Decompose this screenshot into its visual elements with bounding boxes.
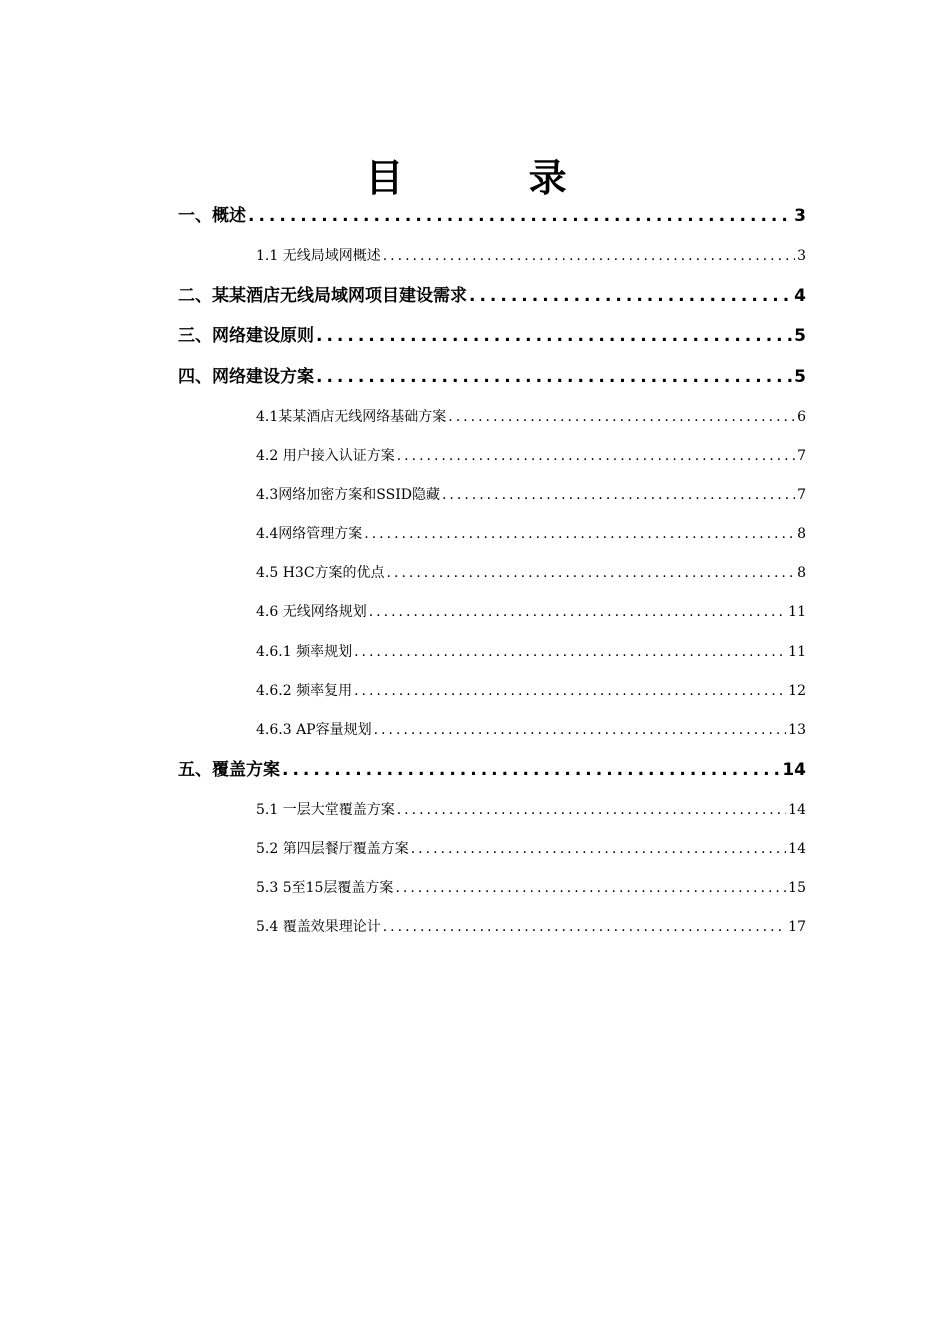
toc-dot-leader: [316, 324, 792, 348]
toc-entry-page: 11: [788, 604, 806, 620]
toc-entry-page: 5: [794, 326, 806, 346]
toc-entry[interactable]: [256, 837, 806, 861]
toc-entry-page: 3: [794, 206, 806, 226]
toc-entry-page: 8: [797, 565, 806, 581]
toc-entry[interactable]: [256, 561, 806, 585]
toc-entry-page: 14: [788, 841, 806, 857]
toc-entry-label: 三、网络建设原则: [178, 326, 314, 346]
toc-entry[interactable]: [256, 640, 806, 664]
toc-dot-leader: [383, 244, 795, 268]
toc-dot-leader: [282, 758, 780, 782]
toc-dot-leader: [374, 718, 787, 742]
toc-entry[interactable]: [256, 483, 806, 507]
toc-entry[interactable]: [178, 758, 806, 782]
toc-entry-label: 4.6.1 频率规划: [256, 644, 353, 660]
toc-entry[interactable]: [178, 204, 806, 228]
toc-entry-page: 7: [797, 487, 806, 503]
toc-entry-label: 4.6.2 频率复用: [256, 683, 353, 699]
toc-entry[interactable]: [178, 284, 806, 308]
toc-dot-leader: [354, 679, 786, 703]
toc-entry-page: 12: [788, 683, 806, 699]
toc-entry-page: 6: [797, 409, 806, 425]
toc-entry-label: 一、概述: [178, 206, 246, 226]
toc-title: 目 录: [365, 156, 623, 201]
toc-entry-label: 四、网络建设方案: [178, 367, 314, 387]
toc-entry-page: 3: [797, 248, 806, 264]
toc-entry-label: 5.4 覆盖效果理论计: [256, 919, 381, 935]
toc-entry-page: 14: [782, 760, 806, 780]
toc-entry-page: 15: [788, 880, 806, 896]
toc-entry[interactable]: [256, 798, 806, 822]
toc-dot-leader: [448, 405, 795, 429]
toc-dot-leader: [469, 284, 792, 308]
toc-entry[interactable]: [256, 244, 806, 268]
toc-entry[interactable]: [256, 679, 806, 703]
toc-entry-page: 17: [788, 919, 806, 935]
toc-entry[interactable]: [256, 876, 806, 900]
toc-entry-label: 4.6.3 AP容量规划: [256, 722, 372, 738]
toc-dot-leader: [383, 915, 786, 939]
toc-entry-page: 11: [788, 644, 806, 660]
toc-entry-page: 5: [794, 367, 806, 387]
toc-entry[interactable]: [256, 405, 806, 429]
toc-entry-label: 二、某某酒店无线局域网项目建设需求: [178, 286, 467, 306]
toc-entry-page: 8: [797, 526, 806, 542]
toc-entry[interactable]: [178, 365, 806, 389]
toc-entry[interactable]: [256, 600, 806, 624]
toc-entry-label: 五、覆盖方案: [178, 760, 280, 780]
toc-entry-label: 4.4网络管理方案: [256, 526, 363, 542]
toc-entry-label: 4.3网络加密方案和SSID隐藏: [256, 487, 440, 503]
toc-dot-leader: [411, 837, 786, 861]
toc-entry-page: 7: [797, 448, 806, 464]
toc-entry[interactable]: [256, 718, 806, 742]
toc-dot-leader: [316, 365, 792, 389]
toc-dot-leader: [442, 483, 795, 507]
toc-dot-leader: [248, 204, 792, 228]
toc-entry-page: 13: [788, 722, 806, 738]
toc-entry[interactable]: [256, 915, 806, 939]
toc-entry-label: 5.3 5至15层覆盖方案: [256, 880, 394, 896]
toc-dot-leader: [387, 561, 796, 585]
toc-entry-label: 4.6 无线网络规划: [256, 604, 367, 620]
toc-dot-leader: [354, 640, 786, 664]
toc-entry-page: 4: [794, 286, 806, 306]
toc-entry-label: 4.1某某酒店无线网络基础方案: [256, 409, 447, 425]
toc-dot-leader: [364, 522, 795, 546]
toc-entry-label: 1.1 无线局域网概述: [256, 248, 381, 264]
toc-dot-leader: [397, 798, 786, 822]
toc-entry-label: 5.1 一层大堂覆盖方案: [256, 802, 395, 818]
toc-entry-label: 4.5 H3C方案的优点: [256, 565, 385, 581]
toc-dot-leader: [369, 600, 786, 624]
toc-entry[interactable]: [256, 444, 806, 468]
toc-entry[interactable]: [178, 324, 806, 348]
toc-entry-label: 4.2 用户接入认证方案: [256, 448, 395, 464]
toc-entry-page: 14: [788, 802, 806, 818]
toc-entry[interactable]: [256, 522, 806, 546]
toc-dot-leader: [395, 876, 786, 900]
toc-dot-leader: [397, 444, 795, 468]
toc-entry-label: 5.2 第四层餐厅覆盖方案: [256, 841, 409, 857]
